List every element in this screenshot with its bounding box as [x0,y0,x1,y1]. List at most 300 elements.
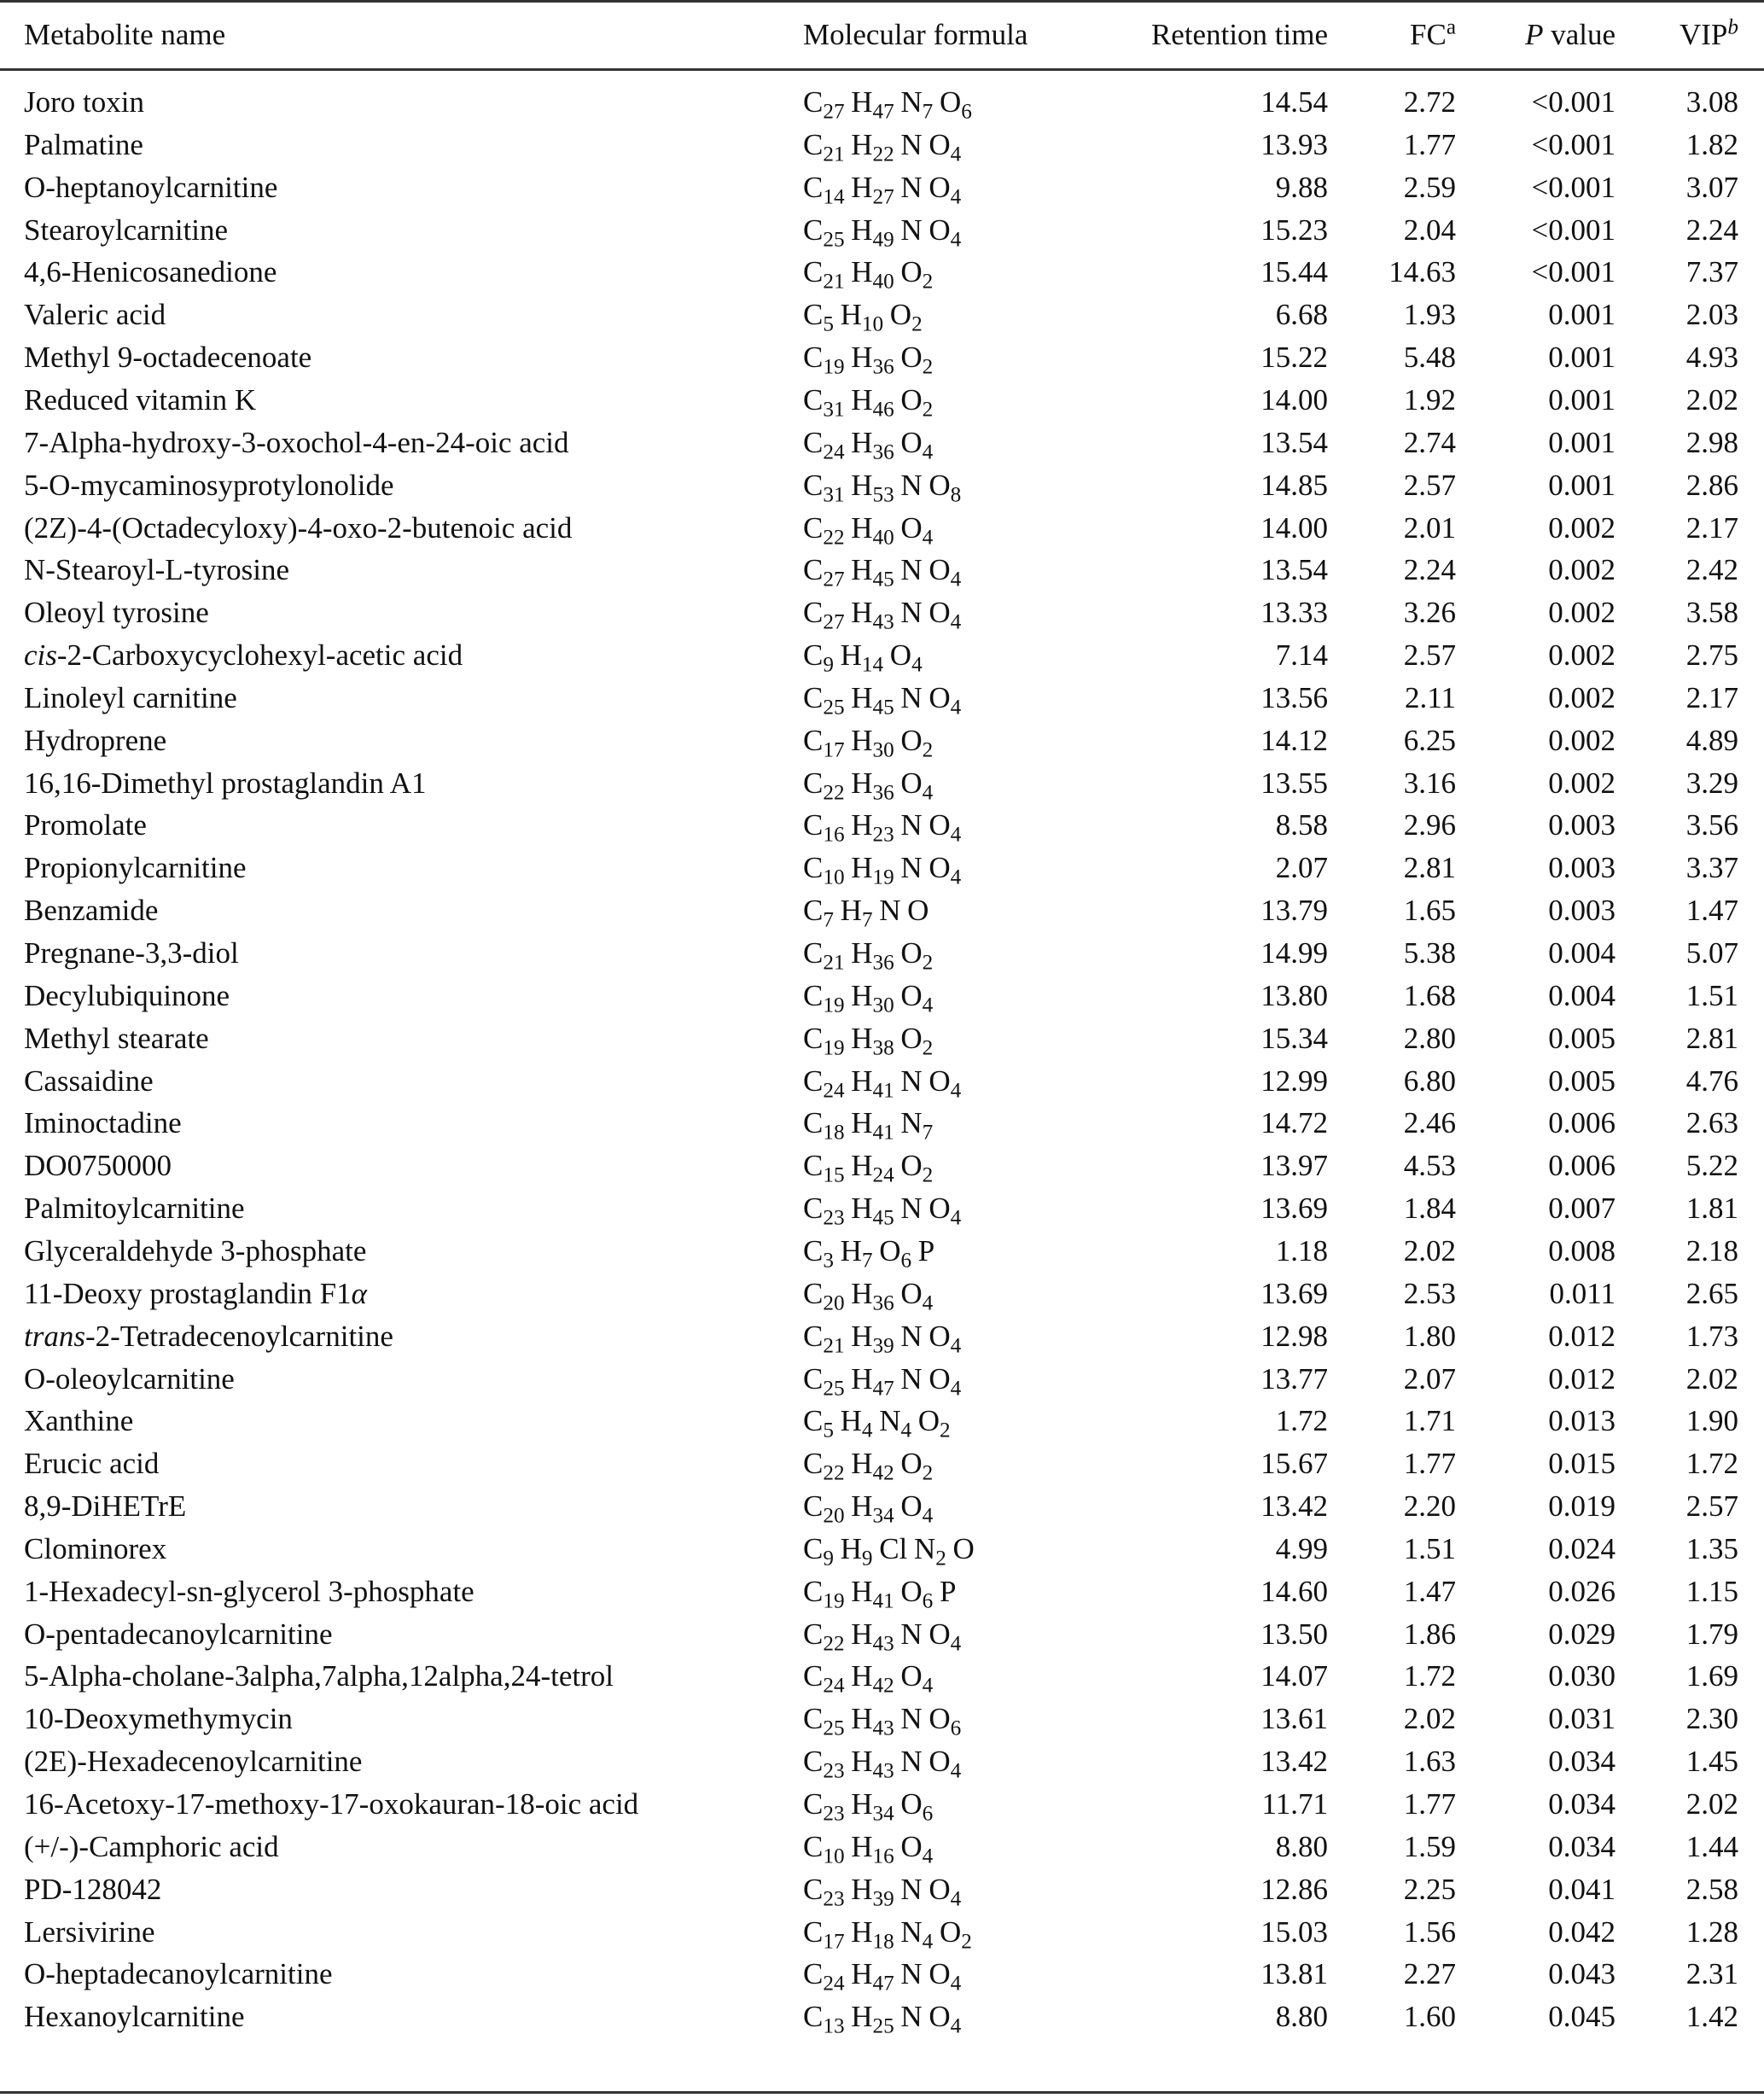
formula-element [803,510,845,550]
name-text: Pregnane-3,3-diol [24,936,239,970]
element-count: 13 [823,2014,845,2038]
formula-element [851,170,894,209]
retention-time: 13.42 [1260,1745,1328,1779]
element-symbol: H [851,1106,873,1140]
vip-score: 2.18 [1685,1233,1738,1268]
fold-change: 1.65 [1403,894,1456,928]
retention-time: 14.85 [1260,468,1328,502]
molecular-formula [803,422,940,464]
element-count: 10 [823,1844,845,1868]
element-symbol: C [803,766,824,800]
formula-element [929,808,962,847]
molecular-formula [803,1187,968,1230]
metabolite-name [24,1953,332,1996]
name-text: 4,6-Henicosanedione [24,255,277,289]
fold-change: 1.51 [1403,1531,1456,1565]
element-count: 9 [823,653,834,677]
metabolite-name [24,1442,159,1485]
molecular-formula [803,1783,940,1826]
vip-score: 1.47 [1685,894,1738,928]
element-symbol: H [851,1745,873,1779]
metabolite-name [24,804,147,847]
table-row [0,677,1764,720]
element-count: 21 [823,1334,845,1358]
formula-element [900,341,934,379]
vip-score: 2.98 [1685,425,1738,459]
header-retention-time: Retention time [1150,18,1328,51]
formula-element [851,1617,894,1656]
p-value: 0.006 [1548,1106,1616,1140]
top-rule [0,0,1764,3]
formula-element [840,1233,873,1273]
formula-element [900,851,922,884]
element-symbol: H [840,1404,862,1438]
vip-score: 2.17 [1685,680,1738,714]
element-symbol: N [900,1617,923,1651]
element-count: 23 [823,1802,845,1826]
element-symbol: O [879,1233,901,1268]
element-count: 4 [950,1887,962,1911]
formula-element [803,1447,845,1485]
formula-element [851,553,894,592]
element-symbol: H [851,1489,873,1524]
element-count: 4 [922,1504,934,1528]
element-count: 47 [872,100,894,124]
table-row [0,1868,1764,1911]
name-text: 10-Deoxymethymycin [24,1702,293,1736]
element-count: 4 [922,1674,934,1698]
element-count: 36 [872,951,894,975]
formula-element [803,596,845,634]
retention-time: 13.69 [1260,1276,1328,1310]
p-value: 0.011 [1549,1276,1616,1310]
element-symbol: H [851,255,873,289]
metabolite-name [24,592,209,634]
formula-element [851,1192,894,1230]
formula-element [900,1106,934,1145]
metabolite-name [24,932,239,975]
molecular-formula [803,294,929,336]
fold-change: 1.80 [1403,1319,1456,1353]
metabolite-name [24,677,237,720]
formula-element [900,553,922,586]
retention-time: 12.99 [1260,1064,1328,1098]
name-text: Valeric acid [24,298,166,332]
element-count: 24 [823,440,845,464]
formula-element [803,1745,845,1783]
element-symbol: H [851,2000,873,2034]
p-value: 0.001 [1548,298,1616,332]
element-symbol: C [803,2000,824,2034]
fold-change: 1.77 [1403,1787,1456,1821]
element-count: 4 [950,1206,962,1230]
header-p-italic: P [1525,18,1544,51]
element-count: 2 [961,1930,972,1954]
element-symbol: N [900,1361,923,1396]
vip-score: 7.37 [1685,255,1738,289]
element-symbol: H [851,1319,873,1353]
header-fc-label: FC [1410,18,1447,51]
element-count: 23 [823,1887,845,1911]
formula-element [851,1872,894,1911]
element-symbol: H [851,680,873,714]
element-count: 36 [872,1291,894,1315]
formula-element [900,382,934,422]
element-symbol: C [803,1404,824,1438]
element-count: 3 [823,1249,834,1273]
fold-change: 1.84 [1403,1192,1456,1226]
element-count: 27 [823,100,845,124]
formula-element [929,127,962,166]
retention-time: 9.88 [1275,170,1328,204]
element-count: 4 [950,865,962,889]
element-symbol: H [851,127,873,161]
name-text: O-heptadecanoylcarnitine [24,1957,333,1991]
metabolite-name [24,1315,393,1358]
element-count: 17 [823,1930,845,1954]
element-count: 4 [950,568,962,592]
element-symbol: C [803,1574,824,1608]
p-value: 0.031 [1548,1702,1616,1736]
element-symbol: C [803,1149,824,1183]
p-value: <0.001 [1531,255,1616,289]
element-count: 4 [950,610,962,634]
vip-score: 2.30 [1685,1702,1738,1736]
metabolite-name [24,336,311,379]
metabolite-name [24,1528,166,1571]
fold-change: 2.02 [1403,1702,1456,1736]
p-value: 0.024 [1548,1531,1616,1565]
element-symbol: O [929,1192,951,1226]
table-row [0,1358,1764,1401]
element-count: 19 [872,865,894,889]
name-italic-prefix: cis [24,638,57,673]
element-count: 5 [823,312,834,336]
retention-time: 13.61 [1260,1702,1328,1736]
element-count: 43 [872,1759,894,1783]
element-symbol: O [889,638,912,673]
element-symbol: C [803,894,824,928]
vip-score: 1.73 [1685,1319,1738,1353]
molecular-formula [803,1315,968,1358]
formula-element [851,936,894,975]
element-count: 24 [823,1079,845,1103]
retention-time: 14.60 [1260,1574,1328,1608]
element-count: 43 [872,1632,894,1656]
table-row [0,1145,1764,1187]
formula-element [803,1574,845,1613]
molecular-formula [803,1358,968,1401]
name-text: Joro toxin [24,85,144,119]
formula-element [929,1192,962,1230]
formula-element [929,851,962,889]
vip-score: 1.28 [1685,1914,1738,1949]
name-text: 16,16-Dimethyl prostaglandin A1 [24,766,427,800]
element-symbol: O [917,1404,940,1438]
vip-score: 4.89 [1685,723,1738,757]
element-symbol: N [900,213,923,247]
element-symbol: C [803,127,824,161]
formula-element [900,723,934,762]
formula-element [803,1659,845,1698]
element-count: 45 [872,696,894,720]
molecular-formula [803,1400,957,1442]
metabolite-name [24,1273,367,1315]
formula-element [889,638,923,677]
element-count: 45 [872,568,894,592]
molecular-formula [803,124,968,166]
element-symbol: N [900,680,923,714]
metabolite-name [24,1485,186,1528]
element-symbol: H [851,936,873,970]
vip-score: 2.42 [1685,553,1738,587]
formula-element [803,468,845,507]
element-count: 4 [950,143,962,166]
vip-score: 1.82 [1685,127,1738,161]
vip-score: 4.93 [1685,341,1738,375]
metabolite-name [24,1571,474,1613]
fold-change: 1.68 [1403,978,1456,1012]
vip-score: 3.58 [1685,596,1738,630]
name-italic-suffix: α [351,1276,368,1310]
retention-time: 8.80 [1275,1829,1328,1863]
element-symbol: P [917,1233,935,1268]
formula-element [900,681,922,714]
formula-element [803,553,845,592]
element-symbol: O [900,1021,923,1055]
element-symbol: H [851,1276,873,1310]
element-symbol: O [939,1914,962,1949]
p-value: 0.004 [1548,978,1616,1012]
formula-element [803,1276,845,1315]
retention-time: 13.42 [1260,1489,1328,1524]
element-symbol: H [851,341,873,375]
element-symbol: C [803,1617,824,1651]
element-symbol: C [803,170,824,204]
element-count: 16 [872,1844,894,1868]
element-symbol: O [900,936,923,970]
element-symbol: H [851,553,873,587]
table-row [0,1698,1764,1740]
element-count: 2 [922,398,934,422]
formula-element [851,382,894,422]
formula-element [803,723,845,762]
element-symbol: O [929,1702,951,1736]
vip-score: 2.03 [1685,298,1738,332]
vip-score: 2.81 [1685,1021,1738,1055]
formula-element [803,1149,845,1187]
fold-change: 3.16 [1403,766,1456,800]
element-count: 19 [823,1036,845,1060]
table-row [0,1060,1764,1103]
formula-element [803,1531,834,1571]
fold-change: 2.59 [1403,170,1456,204]
element-count: 25 [872,2014,894,2038]
formula-element [900,1362,922,1396]
element-count: 20 [823,1291,845,1315]
name-text: Erucic acid [24,1447,160,1481]
formula-element [907,894,929,927]
molecular-formula [803,1655,940,1698]
table-row [0,507,1764,550]
vip-score: 2.02 [1685,382,1738,417]
fold-change: 2.72 [1403,85,1456,119]
formula-element [803,1106,845,1145]
vip-score: 1.72 [1685,1447,1738,1481]
metabolite-name [24,251,277,294]
element-symbol: O [929,1319,951,1353]
element-count: 41 [872,1589,894,1613]
element-symbol: O [952,1531,975,1565]
formula-element [803,1319,845,1358]
metabolite-name [24,847,247,889]
name-text: Lersivirine [24,1914,155,1949]
retention-time: 13.33 [1260,596,1328,630]
element-symbol: H [851,1829,873,1863]
element-count: 39 [872,1887,894,1911]
retention-time: 14.07 [1260,1659,1328,1693]
formula-element [840,638,884,677]
element-count: 34 [872,1504,894,1528]
table-row [0,1911,1764,1954]
element-symbol: H [851,1872,873,1906]
element-count: 31 [823,398,845,422]
element-symbol: C [803,723,824,757]
vip-score: 1.45 [1685,1745,1738,1779]
element-symbol: H [840,1531,862,1565]
table-row [0,379,1764,422]
metabolite-name [24,464,394,507]
name-text: Reduced vitamin K [24,382,257,417]
fold-change: 2.27 [1403,1957,1456,1991]
retention-time: 13.55 [1260,766,1328,800]
element-count: 20 [823,1504,845,1528]
p-value: 0.002 [1548,553,1616,587]
formula-element [900,255,934,294]
fold-change: 1.71 [1403,1404,1456,1438]
element-symbol: H [851,85,873,119]
element-count: 7 [861,908,873,932]
element-count: 25 [823,696,845,720]
element-count: 2 [922,738,934,762]
name-text: Decylubiquinone [24,978,230,1012]
formula-element [889,298,923,336]
element-symbol: H [851,1192,873,1226]
p-value: 0.041 [1548,1872,1616,1906]
element-count: 21 [823,143,845,166]
p-value: 0.005 [1548,1064,1616,1098]
p-value: 0.012 [1548,1361,1616,1396]
element-count: 4 [950,1377,962,1401]
element-count: 19 [823,994,845,1017]
formula-element [913,1531,946,1571]
retention-time: 8.58 [1275,808,1328,842]
table-row [0,166,1764,209]
formula-element [840,1404,873,1442]
table-row [0,1187,1764,1230]
element-symbol: C [803,213,824,247]
fold-change: 5.38 [1403,936,1456,970]
fold-change: 2.81 [1403,851,1456,885]
p-value: 0.002 [1548,680,1616,714]
metabolite-name [24,1358,235,1401]
vip-score: 3.07 [1685,170,1738,204]
element-count: 2 [922,951,934,975]
element-symbol: H [851,1702,873,1736]
element-count: 23 [823,1206,845,1230]
element-symbol: Cl [879,1531,908,1565]
element-count: 2 [922,355,934,379]
element-symbol: C [803,1914,824,1949]
element-symbol: C [803,1064,824,1098]
metabolite-name [24,1911,155,1954]
element-symbol: C [803,1872,824,1906]
fold-change: 2.04 [1403,213,1456,247]
fold-change: 2.74 [1403,425,1456,459]
table-row [0,336,1764,379]
element-symbol: O [907,894,929,928]
element-symbol: P [939,1574,957,1608]
element-symbol: H [851,1149,873,1183]
element-count: 36 [872,355,894,379]
element-symbol: N [879,1404,901,1438]
table-row [0,634,1764,677]
formula-element [803,85,845,124]
molecular-formula [803,81,979,124]
formula-element [851,1957,894,1996]
metabolite-name [24,762,426,805]
element-count: 4 [950,1632,962,1656]
element-count: 7 [823,908,834,932]
fold-change: 2.57 [1403,638,1456,673]
fold-change: 14.63 [1388,255,1456,289]
formula-element [803,1787,845,1826]
formula-element [929,553,962,592]
table-row [0,1017,1764,1060]
formula-element [851,808,894,847]
metabolite-name [24,1145,172,1187]
formula-element [929,1319,962,1358]
molecular-formula [803,1528,981,1571]
element-symbol: C [803,341,824,375]
molecular-formula [803,1740,968,1783]
element-count: 18 [872,1930,894,1954]
element-count: 4 [922,440,934,464]
p-value: 0.034 [1548,1829,1616,1863]
element-symbol: O [900,978,923,1012]
metabolite-name [24,549,289,592]
name-text: 5-Alpha-cholane-3alpha,7alpha,12alpha,24-tetrol [24,1659,614,1693]
formula-element [851,127,894,166]
element-symbol: O [929,1872,951,1906]
vip-score: 2.24 [1685,213,1738,247]
formula-element [900,1957,922,1990]
formula-element [803,680,845,720]
element-symbol: O [929,808,951,842]
formula-element [900,1064,922,1098]
element-count: 43 [872,1716,894,1740]
vip-score: 2.75 [1685,638,1738,673]
element-symbol: O [929,213,951,247]
name-text: Cassaidine [24,1064,154,1098]
molecular-formula [803,762,940,805]
name-text: O-pentadecanoylcarnitine [24,1617,333,1651]
element-symbol: O [900,1787,923,1821]
table-row [0,294,1764,336]
formula-element [851,978,894,1017]
molecular-formula [803,1060,968,1103]
table-row [0,720,1764,762]
